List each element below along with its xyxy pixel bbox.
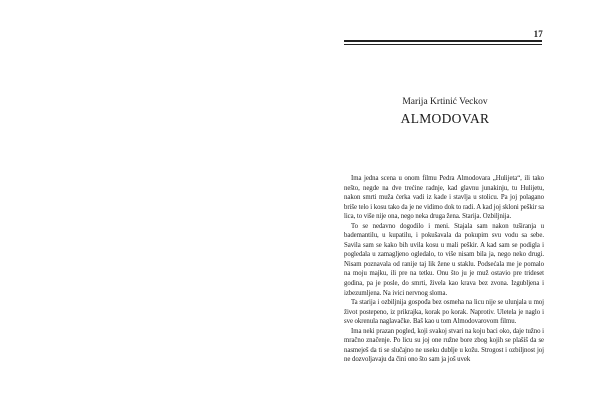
page-number: 17 (533, 29, 543, 39)
paragraph: Ima neki prazan pogled, koji svakoj stvari na koju baci oko, daje tužno i mračno značenje. Po licu su joj one ružne bore zbog kojih se plašiš da se nasmeješ da ti se slučajno ne useku dublje u kožu. Strogost i ozbiljnost joj ne dozvoljavaju da čini ono što sam ja još uvek (344, 327, 544, 364)
body-text (344, 174, 544, 365)
header-rule-thin (344, 44, 542, 45)
chapter-title: ALMODOVAR (400, 111, 490, 126)
paragraph: Ima jedna scena u onom filmu Pedra Almodovara „Hulijeta“, ili tako nešto, negde na dve trećine radnje, kad glavnu junakinju, tu Hulijetu, nakon smrti muža ćerka vadi iz kade i stavlja u stolicu. Pa joj polagano briše telo i kosu tako da je ne vidimo dok to radi. A kad joj skloni peškir sa lica, to više nije ona, nego neka druga žena. Starija. Ozbiljnija. (344, 175, 544, 221)
paragraph: Ta starija i ozbiljnija gospođa bez osmeha na licu nije se ulunjala u moj život postepeno, iz prikrajka, korak po korak. Naprotiv. Uletela je naglo i sve okrenula naglavačke. Baš kao u tom Almodovarovom filmu. (344, 299, 544, 326)
header-rule-thick (344, 40, 542, 42)
paragraph: To se nedavno dogodilo i meni. Stajala sam nakon tuširanja u bademantilu, u kupatilu, i pokušavala da pokupim svu vodu sa sebe. Savila sam se kako bih uvila kosu u mali peškir. A kad sam se podigla i pogledala u zamagljeno ogledalo, to više nisam bila ja, nego neko drugi. Nisam poznavala od ranije taj lik žene u staklu. Podsećala me je pomalo na moju majku, ili pre na tetku. Onu što ju je muž ostavio pre trideset godina, pa je posle, do smrti, živela kao krava bez zvona. Izgubljena i izbezumljena. Na ivici nervnog sloma. (344, 222, 544, 297)
chapter-author: Marija Krtinić Veckov (402, 97, 488, 107)
